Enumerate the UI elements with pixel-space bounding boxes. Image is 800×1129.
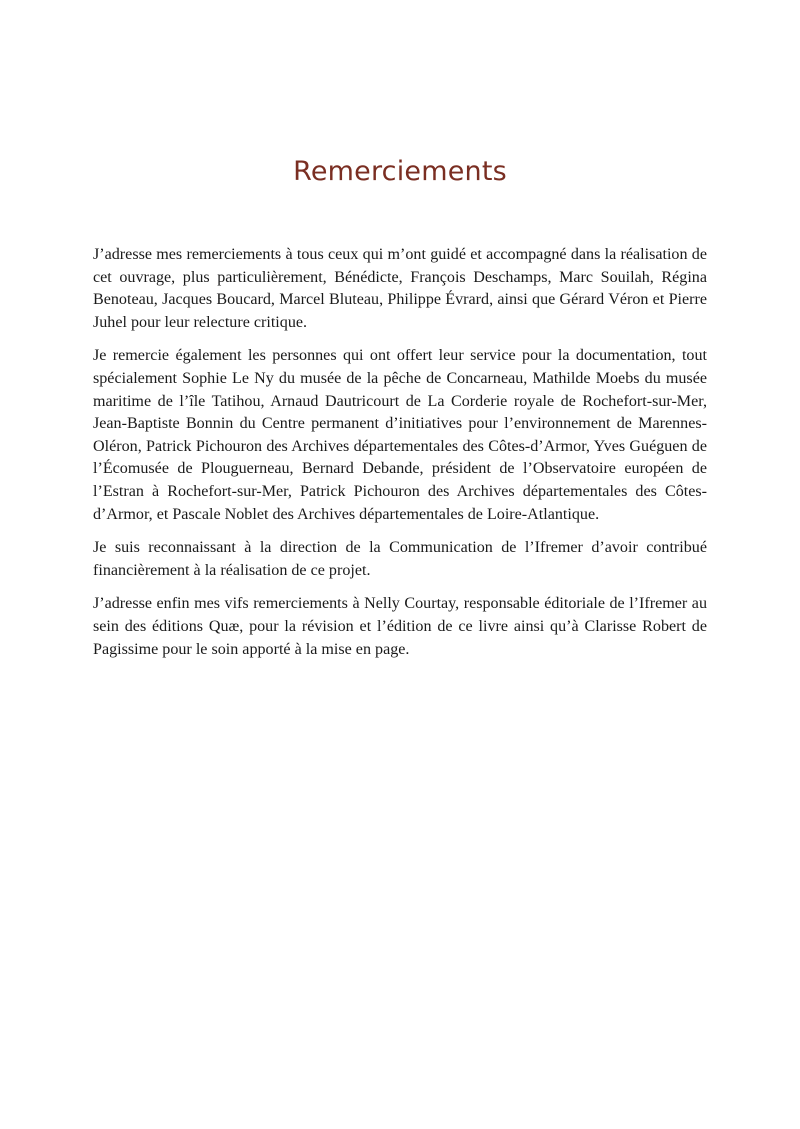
paragraph-thanks-funding: Je suis reconnaissant à la direction de la Communication de l’Ifremer d’avoir contribué financièrement à la réalisation de ce projet. [93, 539, 707, 579]
paragraph-thanks-documentation: Je remercie également les personnes qui ont offert leur service pour la documentation, tout spécialement Sophie Le Ny du musée de la pêche de Concarneau, Mathilde Moebs du musée maritime de l’île Tatihou, Arnaud Dautricourt de La Corderie royale de Rochefort-sur-Mer, Jean-Baptiste Bonnin du Centre permanent d’initiatives pour l’environnement de Marennes-Oléron, Patrick Pichouron des Archives départementales des Côtes-d’Armor, Yves Guéguen de l’Écomusée de Plouguerneau, Bernard Debande, président de l’Observatoire européen de l’Estran à Rochefort-sur-Mer, Patrick Pichouron des Archives départementales des Côtes-d’Armor, et Pascale Noblet des Archives départementales de Loire-Atlantique. [93, 347, 707, 523]
acknowledgements-body [93, 244, 707, 672]
paragraph-thanks-publishing: J’adresse enfin mes vifs remerciements à Nelly Courtay, responsable éditoriale de l’Ifremer au sein des éditions Quæ, pour la révision et l’édition de ce livre ainsi qu’à Clarisse Robert de Pagissime pour le soin apporté à la mise en page. [93, 595, 707, 658]
page-title: Remerciements [293, 156, 507, 187]
paragraph-thanks-reviewers: J’adresse mes remerciements à tous ceux qui m’ont guidé et accompagné dans la réalisation de cet ouvrage, plus particulièrement, Bénédicte, François Deschamps, Marc Souilah, Régina Benoteau, Jacques Boucard, Marcel Bluteau, Philippe Évrard, ainsi que Gérard Véron et Pierre Juhel pour leur relecture critique. [93, 246, 707, 331]
